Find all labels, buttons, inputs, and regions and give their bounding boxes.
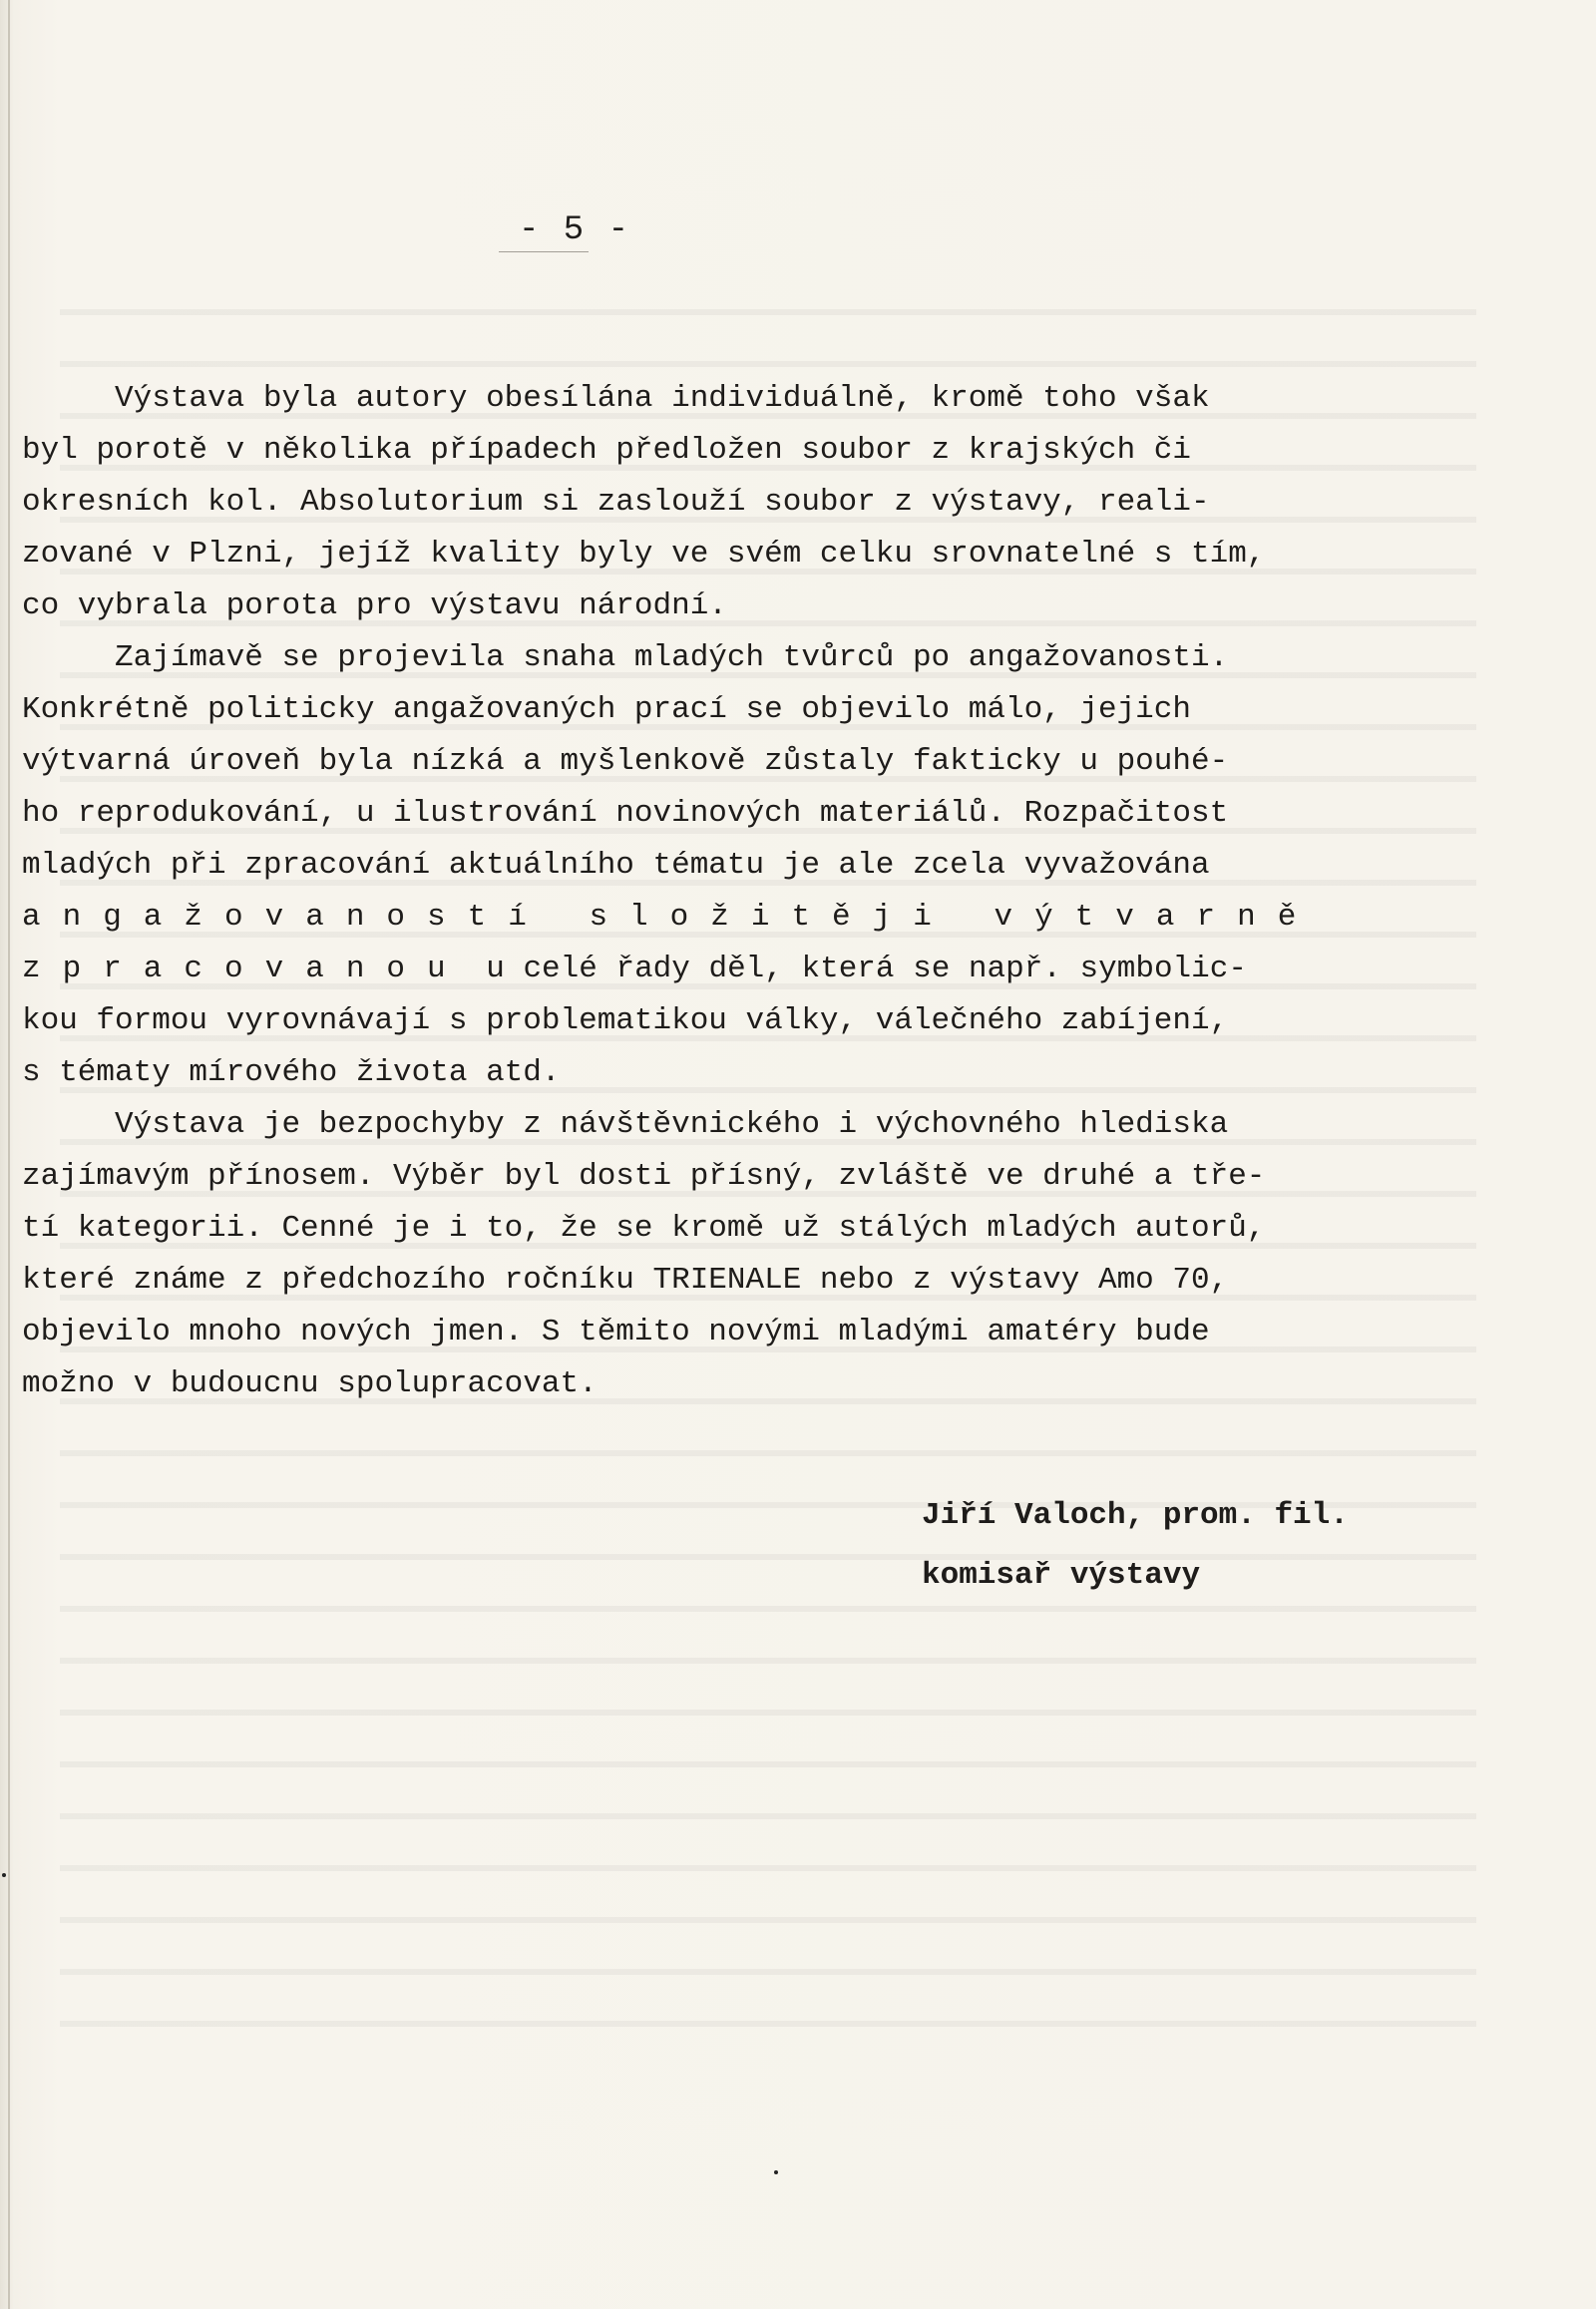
text-line-mixed: [22, 944, 1448, 995]
text-line: které známe z předchozího ročníku TRIENALE nebo z výstavy Amo 70,: [22, 1263, 1229, 1298]
page-number-underline: [499, 251, 589, 252]
text-line: zajímavým přínosem. Výběr byl dosti přísný, zvláště ve druhé a tře-: [22, 1159, 1266, 1194]
page-number: - 5 -: [519, 211, 631, 249]
text-line: zované v Plzni, jejíž kvality byly ve svém celku srovnatelné s tím,: [22, 537, 1266, 572]
text-line: mladých při zpracování aktuálního tématu je ale zcela vyvažována: [22, 848, 1210, 883]
text-line: Konkrétně politicky angažovaných prací se objevilo málo, jejich: [22, 692, 1191, 727]
signature-name: Jiří Valoch, prom. fil.: [922, 1498, 1349, 1533]
document-body: [22, 373, 1448, 1410]
text-line: výtvarná úroveň byla nízká a myšlenkově zůstaly fakticky u pouhé-: [22, 744, 1229, 779]
text-line: možno v budoucnu spolupracovat.: [22, 1366, 598, 1401]
spaced-emphasis-word: zpracovanou: [22, 952, 468, 986]
text-line: ho reprodukování, u ilustrování novinových materiálů. Rozpačitost: [22, 796, 1229, 831]
paper-speck: [2, 1873, 6, 1877]
text-line-rest: u celé řady děl, která se např. symbolic-: [467, 952, 1247, 986]
text-line: co vybrala porota pro výstavu národní.: [22, 588, 727, 623]
text-line: kou formou vyrovnávají s problematikou války, válečného zabíjení,: [22, 1003, 1229, 1038]
signature-role: komisař výstavy: [922, 1558, 1201, 1593]
page-edge: [8, 0, 10, 2309]
text-line: objevilo mnoho nových jmen. S těmito novými mladými amatéry bude: [22, 1315, 1210, 1349]
paper-speck: [774, 2170, 778, 2174]
signature-block: [922, 1486, 1349, 1606]
text-line: Výstava byla autory obesílána individuálně, kromě toho však: [22, 381, 1210, 416]
spaced-emphasis-line: angažovaností složitěji výtvarně: [22, 900, 1319, 935]
text-line: Výstava je bezpochyby z návštěvnického i výchovného hlediska: [22, 1107, 1229, 1142]
text-line: tí kategorii. Cenné je i to, že se kromě už stálých mladých autorů,: [22, 1211, 1266, 1246]
text-line: Zajímavě se projevila snaha mladých tvůrců po angažovanosti.: [22, 640, 1229, 675]
text-line: byl porotě v několika případech předložen soubor z krajských či: [22, 433, 1191, 468]
text-line: s tématy mírového života atd.: [22, 1055, 561, 1090]
text-line: okresních kol. Absolutorium si zaslouží soubor z výstavy, reali-: [22, 485, 1210, 520]
